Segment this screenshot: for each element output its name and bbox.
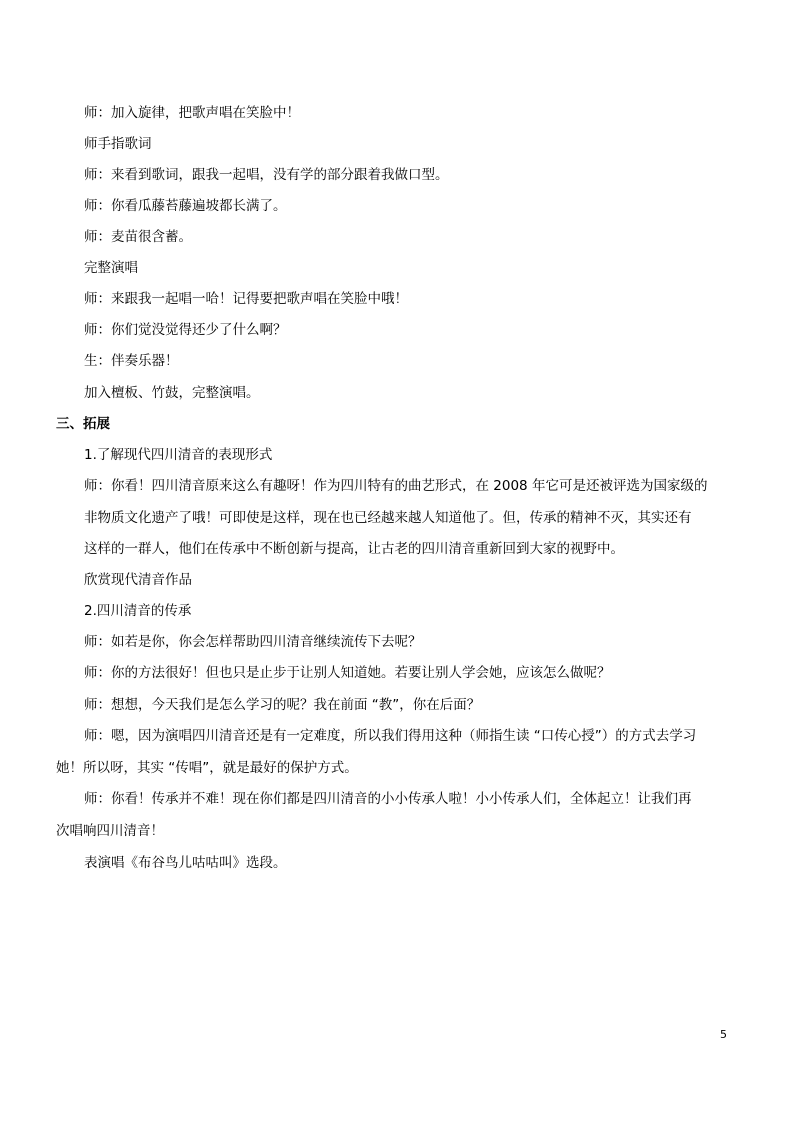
text-line: 完整演唱: [84, 260, 138, 276]
text-line: 这样的一群人，他们在传承中不断创新与提高，让古老的四川清音重新回到大家的视野中。: [84, 541, 624, 557]
text-line: 表演唱《布谷鸟儿咕咕叫》选段。: [84, 855, 287, 871]
subsection-heading: 2.四川清音的传承: [84, 603, 192, 619]
text-line: 她！所以呀，其实 “传唱”，就是最好的保护方式。: [56, 760, 358, 776]
text-line: 师：你的方法很好！但也只是止步于让别人知道她。若要让别人学会她，应该怎么做呢？: [84, 665, 611, 681]
text-line: 师：你看！传承并不难！现在你们都是四川清音的小小传承人啦！小小传承人们，全体起立！让我们再: [84, 791, 692, 807]
text-line: 师：来跟我一起唱一哈！记得要把歌声唱在笑脸中哦！: [84, 291, 408, 307]
section-heading: 三、拓展: [56, 416, 110, 432]
text-line: 欣赏现代清音作品: [84, 572, 192, 588]
page-number: 5: [720, 1028, 727, 1041]
text-line: 师：你们觉没觉得还少了什么啊？: [84, 322, 287, 338]
text-line: 生：伴奏乐器！: [84, 353, 179, 369]
text-line: 师：麦苗很含蓄。: [84, 229, 192, 245]
text-line: 非物质文化遗产了哦！可即使是这样，现在也已经越来越人知道他了。但，传承的精神不灭，其实还有: [84, 510, 692, 526]
text-line: 师：加入旋律，把歌声唱在笑脸中！: [84, 105, 300, 121]
subsection-heading: 1.了解现代四川清音的表现形式: [84, 447, 273, 463]
text-line: 师：想想，今天我们是怎么学习的呢？我在前面 “教”，你在后面？: [84, 697, 481, 713]
text-line: 师：嗯，因为演唱四川清音还是有一定难度，所以我们得用这种（师指生读 “口传心授”）的方式去学习: [84, 728, 697, 744]
text-line: 次唱响四川清音！: [56, 823, 164, 839]
text-line: 师：来看到歌词，跟我一起唱，没有学的部分跟着我做口型。: [84, 167, 449, 183]
text-line: 师：你看瓜藤苔藤遍坡都长满了。: [84, 198, 287, 214]
text-line: 加入檀板、竹鼓，完整演唱。: [84, 385, 260, 401]
text-line: 师：你看！四川清音原来这么有趣呀！作为四川特有的曲艺形式，在 2008 年它可是还被评选为国家级的: [84, 478, 708, 494]
text-line: 师：如若是你，你会怎样帮助四川清音继续流传下去呢？: [84, 634, 422, 650]
text-line: 师手指歌词: [84, 136, 152, 152]
